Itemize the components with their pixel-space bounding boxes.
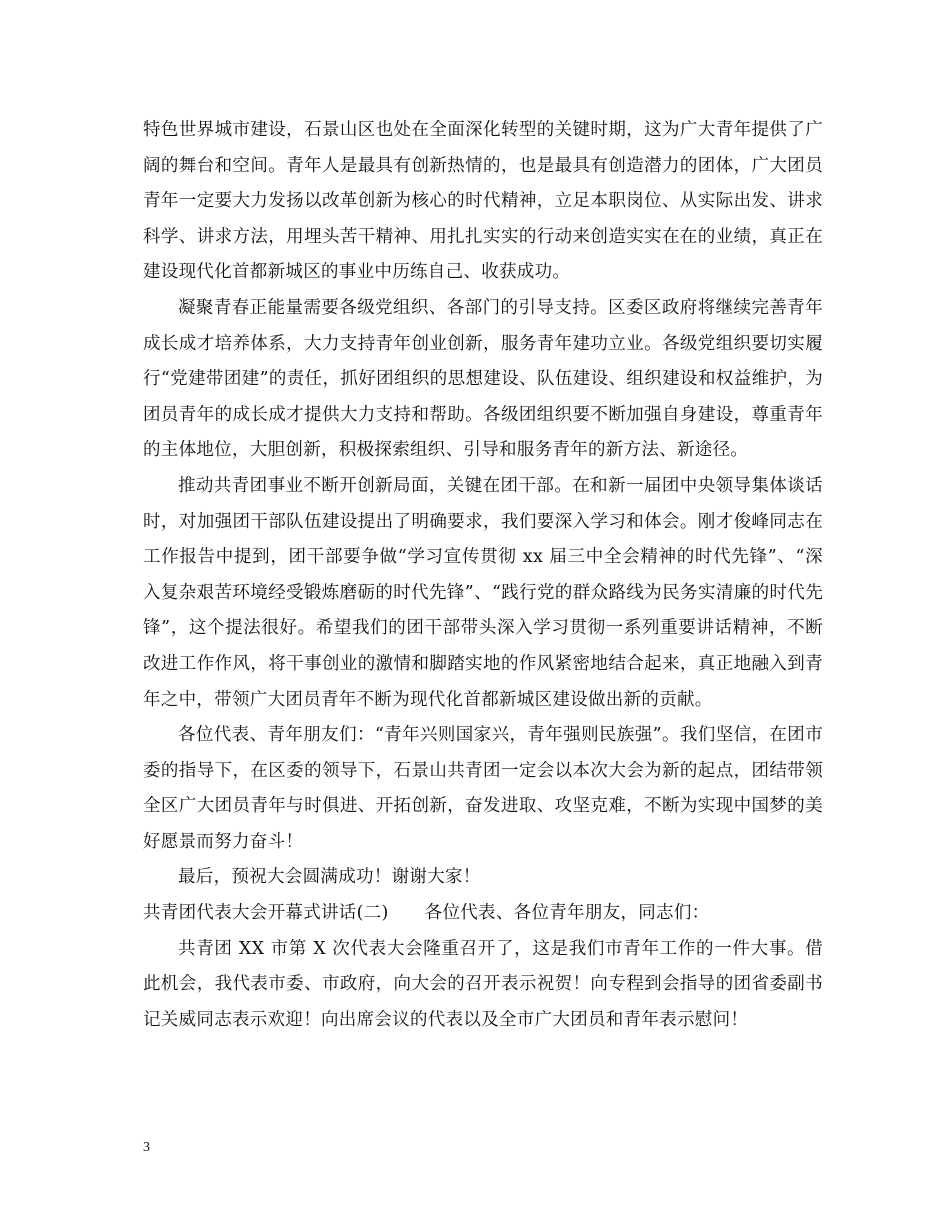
paragraph-6: 共青团 XX 市第 X 次代表大会隆重召开了，这是我们市青年工作的一件大事。借此机会，我代表市委、市政府，向大会的召开表示祝贺！向专程到会指导的团省委副书记关威同志表示欢迎！向出席会议的代表以及全市广大团员和青年表示慰问！	[143, 938, 823, 1030]
salutation: 各位代表、各位青年朋友，同志们：	[424, 903, 710, 924]
paragraph-2: 凝聚青春正能量需要各级党组织、各部门的引导支持。区委区政府将继续完善青年成长成才培养体系，大力支持青年创业创新，服务青年建功立业。各级党组织要切实履行“党建带团建”的责任，抓好团组织的思想建设、队伍建设、组织建设和权益维护，为团员青年的成长成才提供大力支持和帮助。各级团组织要不断加强自身建设，尊重青年的主体地位，大胆创新，积极探索组织、引导和服务青年的新方法、新途径。	[143, 297, 823, 461]
paragraph-4: 各位代表、青年朋友们：“青年兴则国家兴，青年强则民族强”。我们坚信，在团市委的指导下，在区委的领导下，石景山共青团一定会以本次大会为新的起点，团结带领全区广大团员青年与时俱进、开拓创新，奋发进取、攻坚克难，不断为实现中国梦的美好愿景而努力奋斗！	[143, 725, 823, 852]
paragraph-1: 特色世界城市建设，石景山区也处在全面深化转型的关键时期，这为广大青年提供了广阔的舞台和空间。青年人是最具有创新热情的，也是最具有创造潜力的团体，广大团员青年一定要大力发扬以改革创新为核心的时代精神，立足本职岗位、从实际出发、讲求科学、讲求方法，用埋头苦干精神、用扎扎实实的行动来创造实实在在的业绩，真正在建设现代化首都新城区的事业中历练自己、收获成功。	[143, 120, 823, 283]
section-heading-line	[143, 896, 823, 932]
paragraph-3: 推动共青团事业不断开创新局面，关键在团干部。在和新一届团中央领导集体谈话时，对加强团干部队伍建设提出了明确要求，我们要深入学习和体会。刚才俊峰同志在工作报告中提到，团干部要争做“学习宣传贯彻 xx 届三中全会精神的时代先锋”、“深入复杂艰苦环境经受锻炼磨砺的时代先锋”、“践行党的群众路线为民务实清廉的时代先锋”，这个提法很好。希望我们的团干部带头深入学习贯彻一系列重要讲话精神，不断改进工作作风，将干事创业的激情和脚踏实地的作风紧密地结合起来，真正地融入到青年之中，带领广大团员青年不断为现代化首都新城区建设做出新的贡献。	[143, 475, 823, 710]
page-number: 3	[143, 1140, 150, 1155]
paragraph-5: 最后，预祝大会圆满成功！谢谢大家！	[178, 867, 481, 888]
document-body	[143, 113, 823, 1038]
section-title: 共青团代表大会开幕式讲话(二)	[143, 903, 389, 924]
